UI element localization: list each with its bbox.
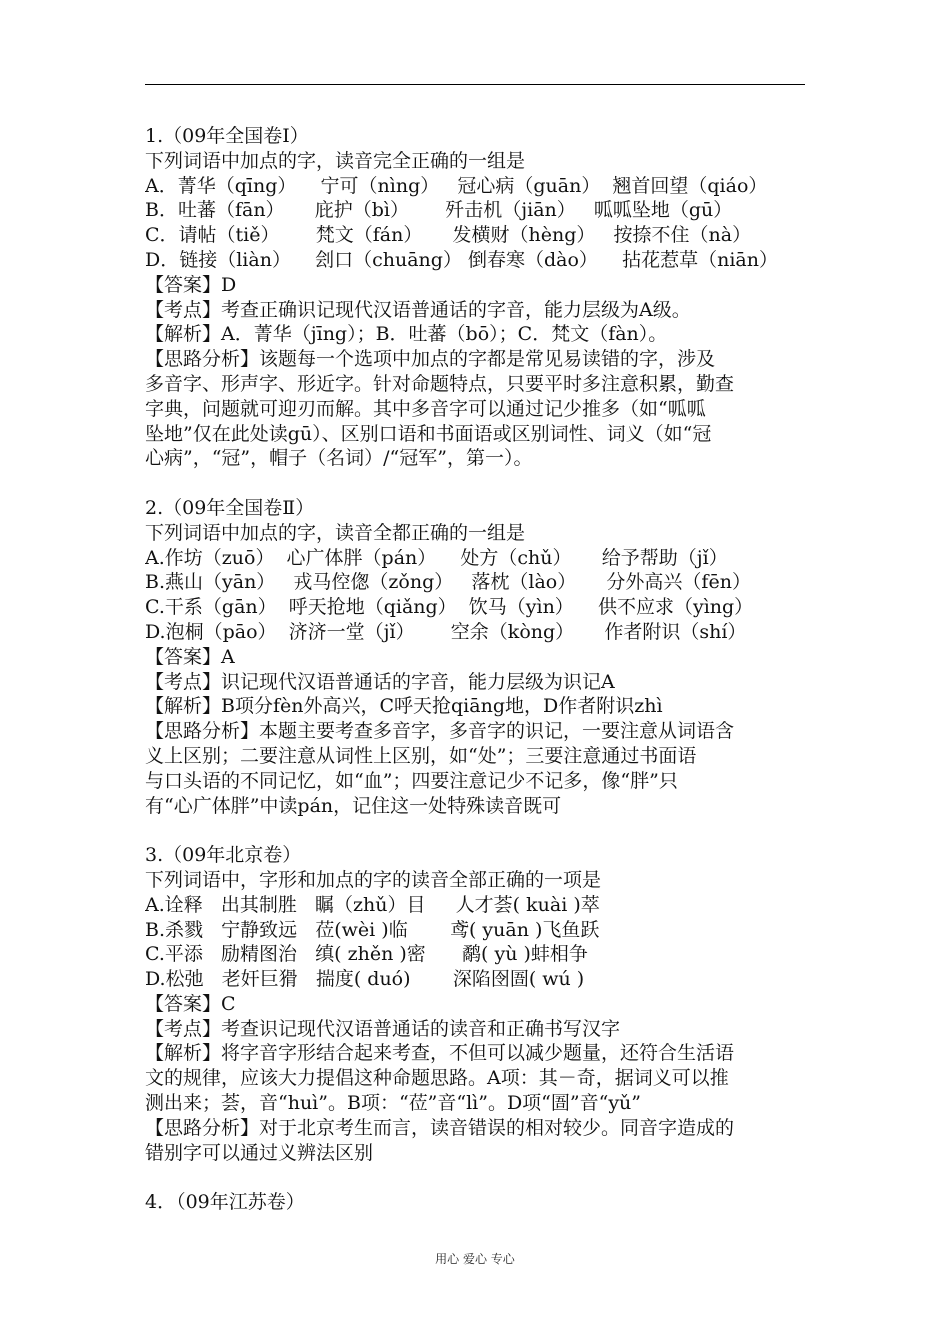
text-line: 【解析】将字音字形结合起来考查，不但可以减少题量，还符合生活语 (145, 1042, 735, 1065)
text-line: 下列词语中，字形和加点的字的读音全部正确的一项是 (145, 868, 602, 891)
text-line: 测出来；荟，音“huì”。B项：“莅”音“lì”。D项“圄”音“yǔ” (145, 1092, 642, 1115)
text-line: 【思路分析】本题主要考查多音字，多音字的识记，一要注意从词语含 (145, 720, 735, 743)
text-line: 【考点】考查识记现代汉语普通话的读音和正确书写汉字 (145, 1017, 621, 1040)
text-line: D.松弛 老奸巨猾 揣度( duó) 深陷囹圄( wú ) (145, 968, 585, 991)
text-line: C.干系（gān） 呼天抢地（qiǎng） 饮马（yìn） 供不应求（yìng） (145, 596, 754, 619)
text-line: B.杀戮 宁静致远 莅(wèi )临 鸢( yuān )飞鱼跃 (145, 918, 600, 941)
text-line: C.平添 励精图治 缜( zhěn )密 鹬( yù )蚌相争 (145, 943, 588, 966)
text-line: 下列词语中加点的字，读音全都正确的一组是 (145, 521, 526, 544)
text-line: 多音字、形声字、形近字。针对命题特点，只要平时多注意积累，勤查 (145, 372, 735, 395)
text-line: 错别字可以通过义辨法区别 (145, 1141, 374, 1164)
blank-line (145, 471, 810, 496)
text-line: 与口头语的不同记忆，如“血”；四要注意记少不记多，像“胖”只 (145, 769, 678, 792)
text-line: B．吐蕃（fān） 庇护（bì） 歼击机（jiān） 呱呱坠地（gū） (145, 199, 733, 222)
blank-line (145, 818, 810, 843)
page-footer: 用心 爱心 专心 (435, 1252, 515, 1266)
text-line: D．链接（liàn） 刽口（chuāng） 倒春寒（dào） 拈花惹草（niān） (145, 248, 778, 271)
text-line: 心病”，“冠”，帽子（名词）/“冠军”，第一）。 (145, 447, 533, 470)
document-body (145, 124, 810, 1215)
text-line: 坠地”仅在此处读gū）、区别口语和书面语或区别词性、词义（如“冠 (145, 422, 712, 445)
text-line: 【解析】B项分fèn外高兴，C呼天抢qiāng地，D作者附识zhì (145, 695, 663, 718)
text-line: 字典，问题就可迎刃而解。其中多音字可以通过记少推多（如“呱呱 (145, 397, 706, 420)
text-line: D.泡桐（pāo） 济济一堂（jǐ） 空余（kòng） 作者附识（shí） (145, 620, 747, 643)
text-line: 下列词语中加点的字，读音完全正确的一组是 (145, 149, 526, 172)
text-line: 【答案】C (145, 992, 236, 1015)
text-line: 【考点】考查正确识记现代汉语普通话的字音，能力层级为A级。 (145, 298, 691, 321)
blank-line (145, 1165, 810, 1190)
text-line: A.作坊（zuō） 心广体胖（pán） 处方（chǔ） 给予帮助（jǐ） (145, 546, 728, 569)
text-line: C．请帖（tiě） 梵文（fán） 发横财（hèng） 按捺不住（nà） (145, 224, 752, 247)
text-line: 【答案】A (145, 645, 235, 668)
text-line: 【思路分析】该题每一个选项中加点的字都是常见易读错的字，涉及 (145, 348, 716, 371)
text-line: 有“心广体胖”中读pán，记住这一处特殊读音既可 (145, 794, 562, 817)
text-line: B.燕山（yān） 戎马倥偬（zǒng） 落枕（lào） 分外高兴（fēn） (145, 571, 751, 594)
text-line: 文的规律，应该大力提倡这种命题思路。A项：其－奇，据词义可以推 (145, 1067, 729, 1090)
text-line: 1.（09年全国卷Ⅰ） (145, 125, 309, 147)
header-rule (145, 84, 805, 85)
text-line: 3.（09年北京卷） (145, 844, 302, 867)
text-line: 【答案】D (145, 273, 237, 296)
text-line: 义上区别；二要注意从词性上区别，如“处”；三要注意通过书面语 (145, 744, 697, 767)
text-line: 【解析】A．菁华（jīng）；B．吐蕃（bō）；C．梵文（fàn）。 (145, 323, 668, 346)
text-line: 2.（09年全国卷Ⅱ） (145, 496, 315, 519)
text-line: 【考点】识记现代汉语普通话的字音，能力层级为识记A (145, 670, 615, 693)
text-line: A.诠释 出其制胜 瞩（zhǔ）目 人才荟( kuài )萃 (145, 893, 600, 916)
text-line: 4．（09年江苏卷） (145, 1191, 305, 1214)
text-line: A．菁华（qīng） 宁可（nìng） 冠心病（guān） 翘首回望（qiáo） (145, 174, 768, 197)
text-line: 【思路分析】对于北京考生而言，读音错误的相对较少。同音字造成的 (145, 1116, 735, 1139)
